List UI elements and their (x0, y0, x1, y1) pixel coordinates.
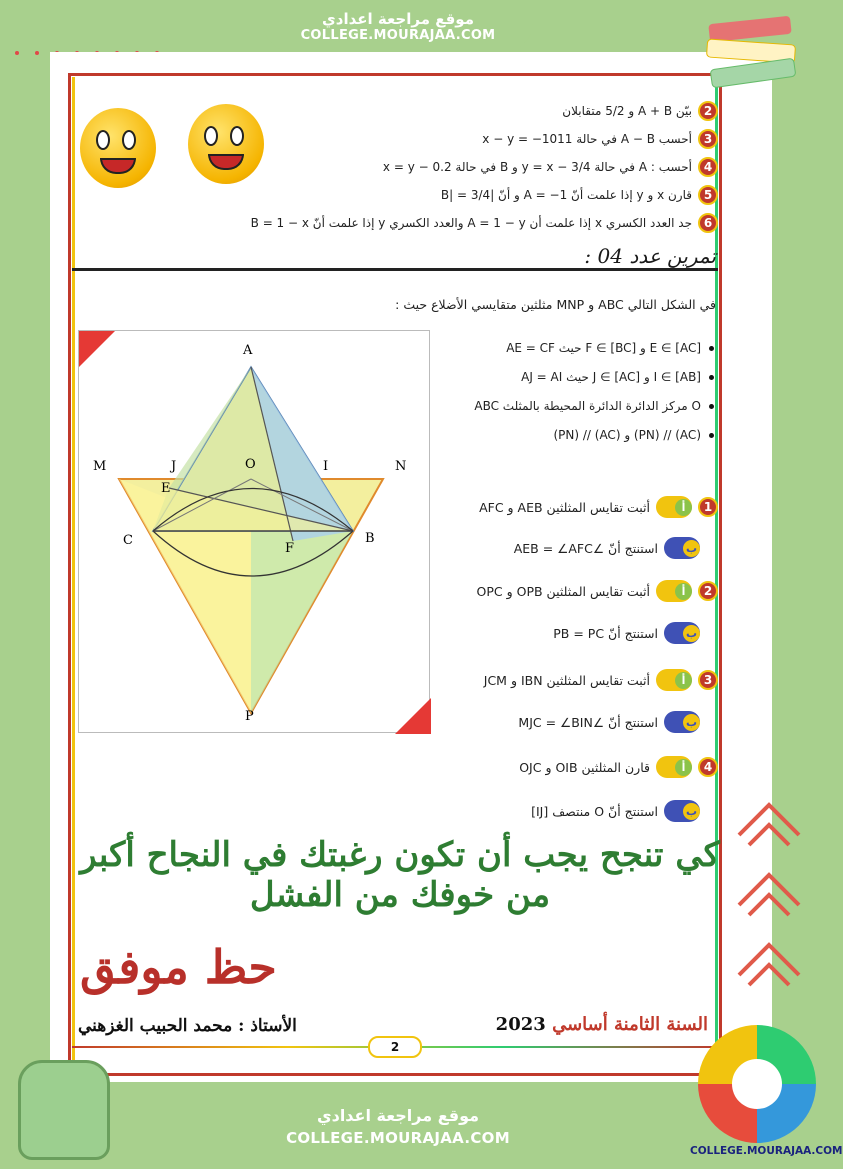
logo-caption: COLLEGE.MOURAJAA.COM (690, 1145, 843, 1157)
question-text: بيّن A + B و 5/2 متقابلان (562, 104, 692, 118)
part-2-a (477, 580, 718, 602)
point-label: C (123, 533, 133, 548)
point-label: M (93, 459, 107, 474)
sub-label-a: أ (656, 580, 692, 602)
question-text: جد العدد الكسري x إذا علمت أن A = 1 − y والعدد الكسري y إذا علمت أنّ B = 1 − x (250, 216, 692, 230)
part-text: استنتج أنّ ∠AEB = ∠AFC (513, 540, 658, 556)
question-5 (441, 184, 718, 206)
sub-label-a: أ (656, 669, 692, 691)
part-text: أثبت تقايس المثلثين AEB و AFC (479, 499, 650, 515)
part-text: أثبت تقايس المثلثين IBN و JCM (483, 672, 650, 688)
part-number: 4 (698, 757, 718, 777)
point-label: I (323, 459, 329, 474)
question-3 (482, 128, 718, 150)
point-label: A (243, 343, 253, 358)
books-icon (703, 12, 803, 90)
question-number: 3 (698, 129, 718, 149)
question-number: 2 (698, 101, 718, 121)
sub-label-b: ب (664, 711, 700, 733)
good-luck-text: حظ موفق (80, 940, 277, 994)
chevron-up-icon (734, 860, 804, 930)
site-logo-icon[interactable] (698, 1025, 816, 1143)
given-item (474, 399, 714, 413)
question-2 (562, 100, 718, 122)
part-number: 2 (698, 581, 718, 601)
point-label: J (171, 459, 177, 474)
chevron-up-icon (734, 790, 804, 860)
part-1-a (479, 496, 718, 518)
given-item (521, 370, 714, 384)
part-number: 3 (698, 670, 718, 690)
point-label: N (395, 459, 407, 474)
question-number: 5 (698, 185, 718, 205)
site-banner-bottom[interactable] (263, 1085, 533, 1169)
bullet-icon (709, 375, 714, 380)
question-text: أحسب : A في حالة y = x − 3/4 و B في حالة x = y − 0.2 (382, 160, 692, 174)
motivational-motto: كي تنجح يجب أن تكون رغبتك في النجاح أكبر من خوفك من الفشل (80, 835, 720, 915)
site-name: موقع مراجعة اعدادي (322, 10, 474, 28)
site-domain: COLLEGE.MOURAJAA.COM (286, 1129, 510, 1147)
exercise-intro: في الشكل التالي ABC و MNP مثلثين متقايسي الأضلاع حيث : (395, 297, 716, 312)
site-name: موقع مراجعة اعدادي (316, 1106, 480, 1125)
part-text: أثبت تقايس المثلثين OPB و OPC (476, 583, 650, 599)
given-text: (AC) // (PN) و (AC) // (PN) (553, 428, 701, 442)
site-banner-top[interactable] (263, 0, 533, 52)
backpack-icon (18, 1060, 110, 1160)
teacher-name: الأستاذ : محمد الحبيب الغزهني (78, 1016, 297, 1036)
sub-label-b: ب (664, 800, 700, 822)
sub-label-b: ب (664, 622, 700, 644)
point-label: E (161, 481, 171, 496)
part-text: استنتج أنّ ∠MJC = ∠BIN (518, 714, 658, 730)
given-text: O مركز الدائرة الدائرة المحيطة بالمثلث ABC (474, 399, 701, 413)
geometry-figure (78, 330, 430, 733)
decorative-dots (15, 40, 185, 52)
part-1-b (514, 537, 700, 559)
part-4-a (519, 756, 718, 778)
part-number: 1 (698, 497, 718, 517)
part-text: قارن المثلثين OIB و OJC (519, 759, 650, 775)
section-divider (72, 268, 718, 271)
point-label: B (365, 531, 375, 546)
page-number: 2 (368, 1036, 422, 1058)
grade-level-text: السنة الثامنة أساسي (552, 1014, 708, 1035)
site-domain: COLLEGE.MOURAJAA.COM (300, 28, 496, 43)
question-text: قارن x و y إذا علمت أنّ A = −1 و أنّ |B| = 3/4 (440, 188, 692, 202)
given-item (553, 428, 714, 442)
part-2-b (553, 622, 700, 644)
grade-level (496, 1014, 708, 1035)
thumbs-up-emoji-icon (80, 108, 156, 188)
given-item (506, 341, 714, 355)
bullet-icon (709, 404, 714, 409)
question-4 (383, 156, 718, 178)
sub-label-b: ب (664, 537, 700, 559)
part-text: استنتج أنّ PB = PC (553, 625, 658, 641)
question-text: أحسب A − B في حالة x − y = −1011 (482, 132, 692, 146)
chevron-up-icon (734, 930, 804, 1000)
thumbs-up-emoji-icon (188, 104, 264, 184)
question-number: 4 (698, 157, 718, 177)
sub-label-a: أ (656, 496, 692, 518)
school-year: 2023 (495, 1014, 546, 1035)
bullet-icon (709, 346, 714, 351)
exercise-title: تمرين عدد 04 : (584, 244, 716, 268)
part-text: استنتج أنّ O منتصف [IJ] (531, 803, 658, 819)
point-label: O (245, 457, 256, 472)
given-text: I ∈ [AB] و J ∈ [AC] حيث AJ = AI (521, 370, 701, 384)
part-3-b (518, 711, 700, 733)
point-label: F (285, 541, 295, 556)
sub-label-a: أ (656, 756, 692, 778)
point-label: P (245, 709, 254, 724)
part-3-a (484, 669, 718, 691)
bullet-icon (709, 433, 714, 438)
question-number: 6 (698, 213, 718, 233)
given-text: E ∈ [AC] و F ∈ [BC] حيث AE = CF (506, 341, 701, 355)
part-4-b (531, 800, 700, 822)
question-6 (251, 212, 718, 234)
